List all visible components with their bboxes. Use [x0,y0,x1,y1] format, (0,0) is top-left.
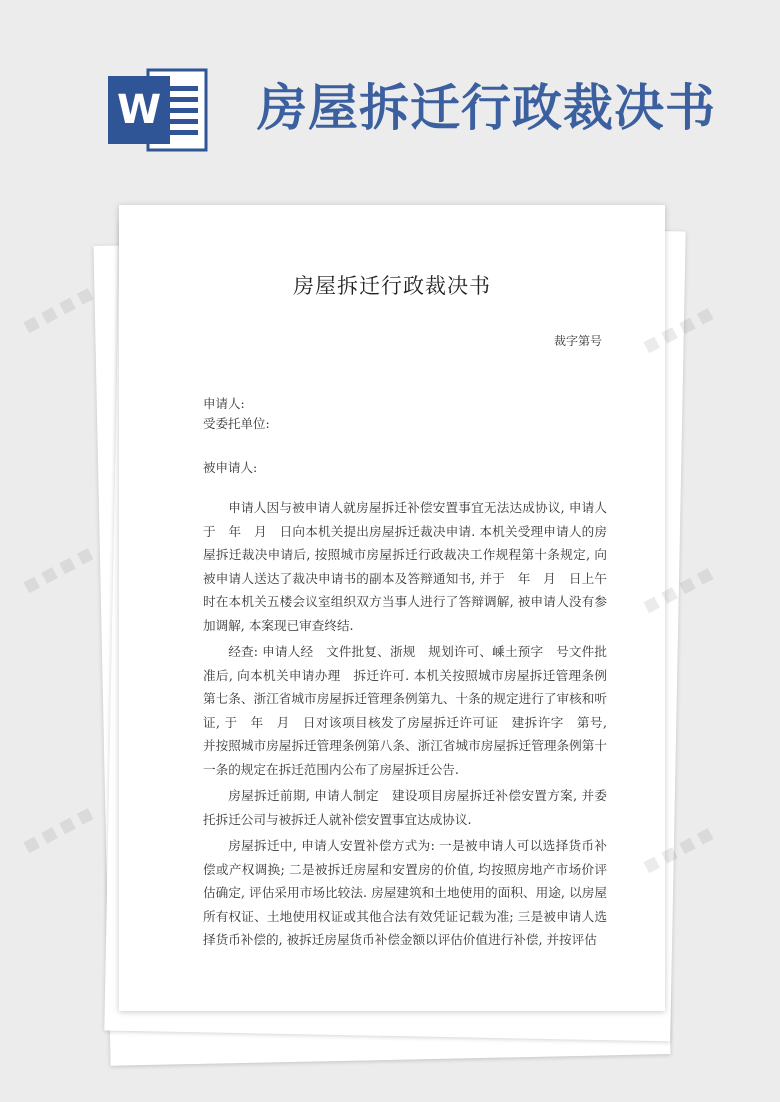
paragraph: 申请人因与被申请人就房屋拆迁补偿安置事宜无法达成协议, 申请人于 年 月 日向本机关提出房屋拆迁裁决申请. 本机关受理申请人的房屋拆迁裁决申请后, 按照城市房屋拆迁行政裁决工作规程第十条规定, 向被申请人送达了裁决申请书的副本及答辩通知书, 并于 年 月 日上午时在本机关五楼会议室组织双方当事人进行了答辩调解, 被申请人没有参加调解, 本案现已审查终结. [203,500,607,633]
paragraph: 房屋拆迁前期, 申请人制定 建设项目房屋拆迁补偿安置方案, 并委托拆迁公司与被拆迁人就补偿安置事宜达成协议. [203,788,607,827]
applicant-label: 申请人: [203,396,245,411]
header [0,0,780,200]
word-document-icon [108,66,208,154]
watermark: ■ ■ ■ ■ [19,283,96,336]
watermark: ■ ■ ■ ■ [19,543,96,596]
paragraph: 房屋拆迁中, 申请人安置补偿方式为: 一是被申请人可以选择货币补偿或产权调换; 二是被拆迁房屋和安置房的价值, 均按照房地产市场价评估确定, 评估采用市场比较法. 房屋建筑和土地使用的面积、用途, 以房屋所有权证、土地使用权证或其他合法有效凭证记载为准; 三是被申请人选择货币补偿的, 被拆迁房屋货币补偿金额以评估价值进行补偿, 并按评估 [203,838,607,947]
watermark: ■ ■ ■ ■ [639,823,716,876]
watermark: ■ ■ ■ ■ [19,803,96,856]
document-title: 房屋拆迁行政裁决书 [293,274,491,298]
header-title: 房屋拆迁行政裁决书 [257,78,716,137]
document-number: 裁字第号 [553,334,602,348]
document-body [203,496,607,955]
respondent-label: 被申请人: [203,460,258,475]
agent-label: 受委托单位: [203,416,270,431]
watermark: ■ ■ [675,563,716,597]
watermark: ■ ■ [675,303,716,337]
paragraph: 经查: 申请人经 文件批复、浙规 规划许可、嵊土预字 号文件批准后, 向本机关申请办理 拆迁许可. 本机关按照城市房屋拆迁管理条例第七条、浙江省城市房屋拆迁管理条例第九、十条的规定进行了审核和听证, 于 年 月 日对该项目核发了房屋拆迁许可证 建拆许字 第号, 并按照城市房屋拆迁管理条例第八条、浙江省城市房屋拆迁管理条例第十一条的规定在拆迁范围内公布了房屋拆迁公告. [203,644,607,777]
logo-letter: W [116,87,162,133]
